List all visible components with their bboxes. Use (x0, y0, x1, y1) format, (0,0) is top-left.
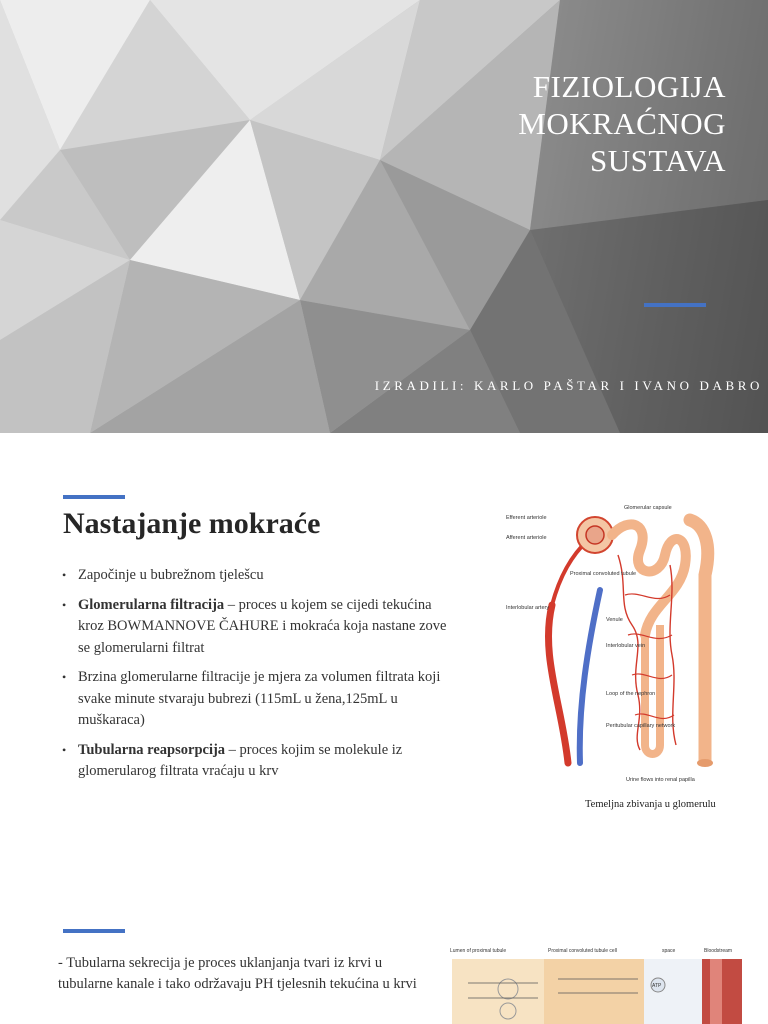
tubular-secretion-diagram (448, 943, 742, 1024)
accent-bar (644, 303, 706, 307)
label-loop: Loop of the nephron (606, 691, 656, 697)
bullet-item: • Brzina glomerularne filtracije je mjera za volumen filtrata koji svake minute stvaraju bubrezi (115mL u žena,125mL u muškaraca) (62, 667, 460, 732)
label-atp: ATP (652, 983, 662, 989)
title-line: MOKRAĆNOG (518, 106, 726, 141)
content-slide-urine-formation (0, 433, 768, 873)
bullet-item: • Započinje u bubrežnom tjelešcu (62, 565, 460, 587)
label-interlobular-vein: Interlobular vein (606, 643, 646, 649)
nephron-diagram (500, 495, 748, 795)
label-lumen: Lumen of proximal tubule (450, 948, 507, 954)
bullet-list (62, 565, 460, 791)
title-slide (0, 0, 768, 433)
accent-bar (63, 929, 125, 933)
label-bloodstream: Bloodstream (704, 948, 733, 954)
label-efferent: Efferent arteriole (506, 515, 547, 521)
content-slide-tubular-secretion (0, 873, 768, 1024)
label-peritubular: Peritubular capillary network (606, 723, 676, 729)
title-line: FIZIOLOGIJA (532, 69, 726, 104)
bullet-item: • Tubularna reapsorpcija – proces kojim se molekule iz glomerularog filtrata vraćaju u krv (62, 740, 460, 783)
title-line: SUSTAVA (590, 143, 726, 178)
label-venule: Venule (606, 617, 623, 623)
label-afferent: Afferent arteriole (506, 535, 547, 541)
label-urine: Urine flows into renal papilla (626, 777, 695, 783)
slide-title: Nastajanje mokraće (63, 507, 321, 540)
figure-caption: Temeljna zbivanja u glomerulu (585, 799, 716, 810)
label-cell: Proximal convoluted tubule cell (548, 948, 617, 954)
secretion-text: - Tubularna sekrecija je proces uklanjanja tvari iz krvi u tubularne kanale i tako održavaju PH tjelesnih tekućina u krvi (58, 955, 417, 992)
presentation-title (518, 68, 726, 179)
label-glomerular-capsule: Glomerular capsule (624, 505, 672, 511)
label-proximal: Proximal convoluted tubule (570, 571, 637, 577)
label-space: space (662, 948, 676, 954)
accent-bar (63, 495, 125, 499)
bullet-item: • Glomerularna filtracija – proces u kojem se cijedi tekućina kroz BOWMANNOVE ČAHURE i mokraća koja nastane zove se glomerularni filtrat (62, 595, 460, 660)
authors-line: IZRADILI: KARLO PAŠTAR I IVANO DABRO (374, 378, 763, 393)
geometric-background (0, 0, 768, 433)
label-interlobular-artery: Interlobular artery (506, 605, 550, 611)
